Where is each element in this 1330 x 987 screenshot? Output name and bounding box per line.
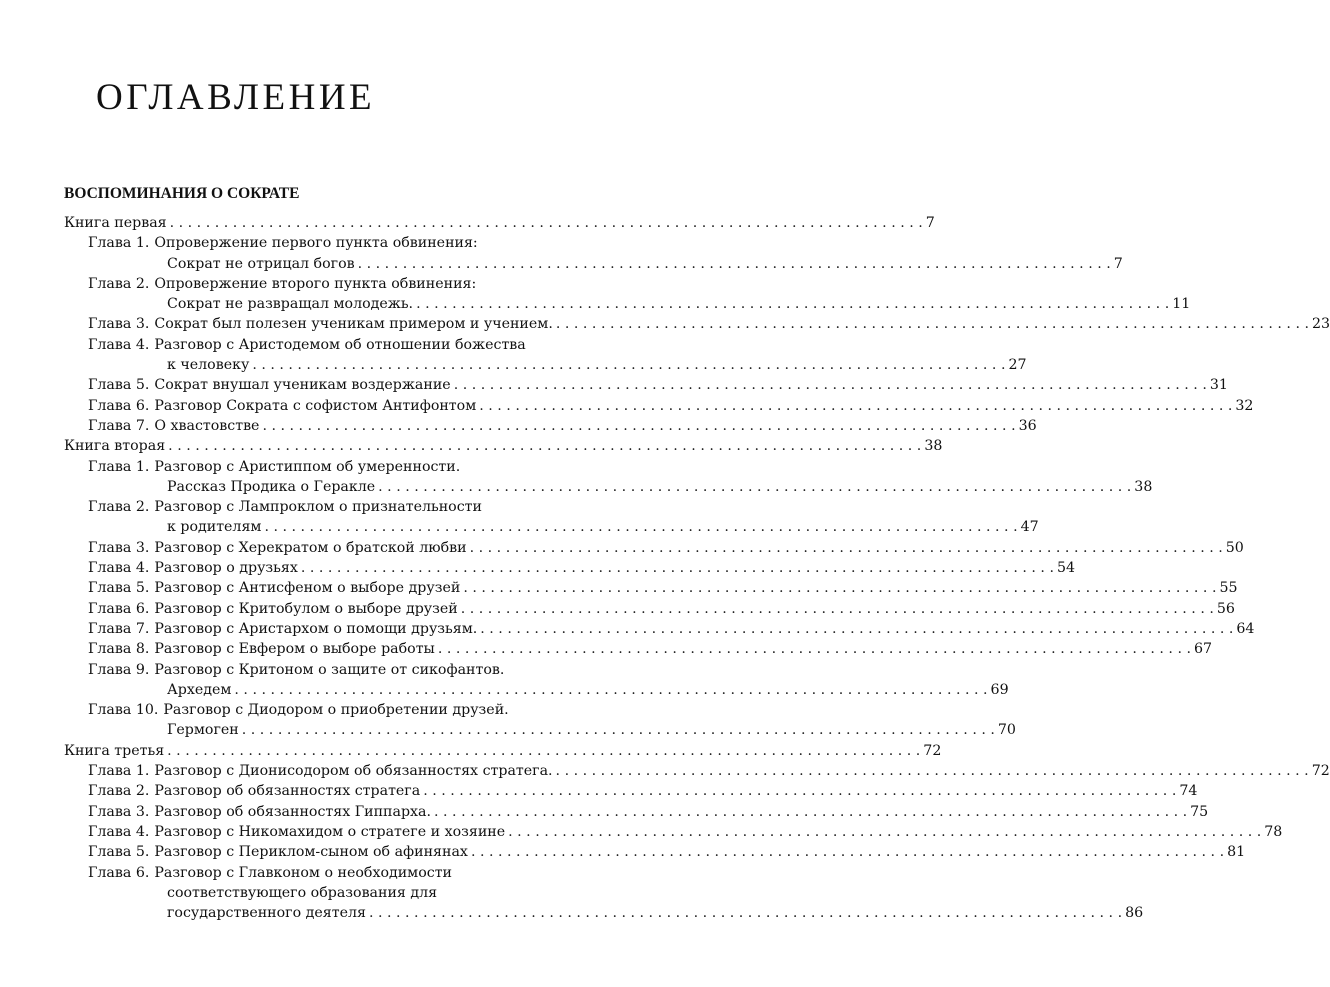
dot-leader xyxy=(471,842,1224,862)
page-number: 50 xyxy=(1225,539,1244,556)
toc-line xyxy=(88,639,1213,659)
chapter-label: Глава 6. xyxy=(88,864,150,881)
page-number: 72 xyxy=(923,742,942,759)
dot-leader xyxy=(252,355,1005,375)
chapter-title-line: к родителям xyxy=(167,519,262,536)
page-number: 69 xyxy=(990,681,1009,698)
chapter-title-line: Сократ не отрицал богов xyxy=(167,255,355,272)
toc-chapter-entry xyxy=(64,700,1016,741)
dot-leader xyxy=(480,619,1233,639)
toc-chapter-entry xyxy=(64,335,1027,376)
toc-line xyxy=(88,294,1191,314)
toc-chapter-entry xyxy=(64,639,1213,659)
page-number: 67 xyxy=(1193,641,1213,658)
toc-line xyxy=(64,741,942,761)
dot-leader xyxy=(170,213,923,233)
toc-line xyxy=(88,802,1209,822)
toc-chapter-entry xyxy=(64,802,1209,822)
toc-line xyxy=(88,538,1244,558)
page-number: 64 xyxy=(1236,620,1255,637)
dot-leader xyxy=(369,903,1122,923)
toc-line xyxy=(64,213,935,233)
dot-leader xyxy=(168,436,921,456)
chapter-title-line: Разговор с Периклом-сыном об афинянах xyxy=(154,844,468,861)
chapter-title-line: Разговор об обязанностях Гиппарха. xyxy=(154,803,432,820)
dot-leader xyxy=(438,639,1191,659)
toc-line xyxy=(88,660,580,680)
dot-leader xyxy=(479,396,1232,416)
toc-chapter-entry xyxy=(64,660,1009,701)
dot-leader xyxy=(167,741,920,761)
page-number: 70 xyxy=(997,722,1016,739)
chapter-title-line: Сократ не развращал молодежь. xyxy=(167,296,414,313)
toc-line xyxy=(88,497,580,517)
toc-line xyxy=(88,822,1283,842)
toc-chapter-entry xyxy=(64,457,1153,498)
toc-chapter-entry xyxy=(64,558,1076,578)
chapter-label: Глава 1. xyxy=(88,458,150,475)
page-number: 23 xyxy=(1311,316,1330,333)
chapter-title-line: Опровержение первого пункта обвинения: xyxy=(154,235,478,252)
page-number: 11 xyxy=(1172,296,1191,313)
chapter-label: Глава 4. xyxy=(88,336,150,353)
page-number: 31 xyxy=(1209,377,1228,394)
toc-chapter-entry xyxy=(64,781,1198,801)
toc-line xyxy=(88,700,580,720)
toc-chapter-entry xyxy=(64,761,1330,781)
toc-line xyxy=(88,314,1330,334)
toc-line xyxy=(88,517,1039,537)
chapter-title-line: Разговор с Аристархом о помощи друзьям. xyxy=(154,620,478,637)
toc-line xyxy=(88,863,580,883)
chapter-label: Глава 3. xyxy=(88,539,150,556)
dot-leader xyxy=(556,761,1309,781)
chapter-label: Глава 1. xyxy=(88,763,150,780)
toc-line xyxy=(88,396,1254,416)
toc-line xyxy=(88,720,1016,740)
dot-leader xyxy=(416,294,1169,314)
chapter-title-line: Разговор с Аристиппом об умеренности. xyxy=(154,458,461,475)
page-number: 55 xyxy=(1219,580,1238,597)
book-title: Книга третья xyxy=(64,742,165,759)
chapter-label: Глава 5. xyxy=(88,580,150,597)
toc-chapter-entry xyxy=(64,497,1039,538)
toc-line xyxy=(88,578,1238,598)
chapter-title-line: Опровержение второго пункта обвинения: xyxy=(154,275,477,292)
dot-leader xyxy=(242,720,995,740)
chapter-title-line: соответствующего образования для xyxy=(167,884,438,901)
dot-leader xyxy=(262,416,1015,436)
toc-line xyxy=(88,599,1235,619)
chapter-label: Глава 10. xyxy=(88,702,159,719)
chapter-label: Глава 7. xyxy=(88,620,150,637)
chapter-title-line: Разговор Сократа с софистом Антифонтом xyxy=(154,397,477,414)
chapter-title-line: Гермоген xyxy=(167,722,239,739)
book-title: Книга вторая xyxy=(64,438,166,455)
chapter-label: Глава 2. xyxy=(88,499,150,516)
chapter-label: Глава 8. xyxy=(88,641,150,658)
chapter-title-line: Сократ внушал ученикам воздержание xyxy=(154,377,451,394)
page-number: 86 xyxy=(1125,905,1144,922)
toc-chapter-entry xyxy=(64,274,1191,315)
toc-chapter-entry xyxy=(64,375,1228,395)
dot-leader xyxy=(234,680,987,700)
page-number: 38 xyxy=(1134,478,1153,495)
toc-line xyxy=(88,558,1076,578)
chapter-title-line: Разговор с Херекратом о братской любви xyxy=(154,539,467,556)
toc-line xyxy=(88,416,1037,436)
book-title: Книга первая xyxy=(64,215,167,231)
page-number: 74 xyxy=(1179,783,1198,800)
toc-line xyxy=(88,355,1027,375)
chapter-title-line: Разговор с Антисфеном о выборе друзей xyxy=(154,580,461,597)
toc-line xyxy=(88,233,580,253)
toc-chapter-entry xyxy=(64,396,1254,416)
dot-leader xyxy=(463,578,1216,598)
chapter-title-line: Рассказ Продика о Геракле xyxy=(167,478,376,495)
toc-line xyxy=(64,436,943,456)
page-number: 7 xyxy=(925,215,935,231)
page-number: 27 xyxy=(1008,357,1027,374)
chapter-title-line: О хвастовстве xyxy=(154,417,260,434)
dot-leader xyxy=(264,517,1017,537)
chapter-title-line: Разговор с Никомахидом о стратеге и хозяине xyxy=(154,823,506,840)
toc-line xyxy=(88,477,1153,497)
toc-line xyxy=(88,254,1123,274)
chapter-label: Глава 4. xyxy=(88,560,150,577)
dot-leader xyxy=(434,802,1187,822)
toc-line xyxy=(88,842,1246,862)
dot-leader xyxy=(470,538,1223,558)
toc-line xyxy=(88,375,1228,395)
chapter-title-line: Разговор о друзьях xyxy=(154,560,298,577)
table-of-contents xyxy=(64,213,1330,923)
chapter-label: Глава 2. xyxy=(88,275,150,292)
toc-line xyxy=(88,457,580,477)
page-title: ОГЛАВЛЕНИЕ xyxy=(96,77,376,118)
chapter-title-line: государственного деятеля xyxy=(167,905,366,922)
page-number: 54 xyxy=(1056,560,1076,577)
dot-leader xyxy=(358,254,1111,274)
chapter-title-line: Сократ был полезен ученикам примером и учением. xyxy=(154,316,553,333)
toc-chapter-entry xyxy=(64,822,1283,842)
toc-line xyxy=(88,903,1144,923)
dot-leader xyxy=(508,822,1261,842)
dot-leader xyxy=(423,781,1176,801)
chapter-label: Глава 3. xyxy=(88,316,150,333)
page-number: 38 xyxy=(924,438,943,455)
chapter-label: Глава 5. xyxy=(88,377,150,394)
chapter-label: Глава 4. xyxy=(88,823,150,840)
toc-line xyxy=(88,883,580,903)
toc-book-entry xyxy=(64,436,943,456)
chapter-title-line: к человеку xyxy=(167,357,250,374)
toc-chapter-entry xyxy=(64,599,1235,619)
chapter-label: Глава 3. xyxy=(88,803,150,820)
chapter-title-line: Разговор с Критоном о защите от сикофантов. xyxy=(154,661,505,678)
page-number: 36 xyxy=(1018,417,1037,434)
chapter-label: Глава 9. xyxy=(88,661,150,678)
toc-chapter-entry xyxy=(64,578,1238,598)
toc-chapter-entry xyxy=(64,233,1123,274)
chapter-label: Глава 6. xyxy=(88,397,150,414)
toc-chapter-entry xyxy=(64,619,1255,639)
chapter-label: Глава 6. xyxy=(88,600,150,617)
chapter-label: Глава 5. xyxy=(88,844,150,861)
page-number: 56 xyxy=(1216,600,1235,617)
page-number: 81 xyxy=(1227,844,1246,861)
dot-leader xyxy=(454,375,1207,395)
chapter-title-line: Разговор с Дионисодором об обязанностях стратега. xyxy=(154,763,553,780)
toc-book-entry xyxy=(64,741,942,761)
toc-book-entry xyxy=(64,213,935,233)
chapter-title-line: Разговор с Евфером о выборе работы xyxy=(154,641,435,658)
page-number: 75 xyxy=(1190,803,1209,820)
chapter-title-line: Разговор с Лампроклом о признательности xyxy=(154,499,482,516)
chapter-label: Глава 7. xyxy=(88,417,150,434)
chapter-title-line: Разговор об обязанностях стратега xyxy=(154,783,421,800)
dot-leader xyxy=(461,599,1214,619)
dot-leader xyxy=(378,477,1131,497)
page-number: 7 xyxy=(1113,255,1123,272)
dot-leader xyxy=(556,314,1309,334)
page-number: 47 xyxy=(1020,519,1039,536)
toc-line xyxy=(88,274,580,294)
chapter-title-line: Разговор с Диодором о приобретении друзей. xyxy=(163,702,509,719)
chapter-title-line: Разговор с Аристодемом об отношении божества xyxy=(154,336,526,353)
chapter-title-line: Разговор с Критобулом о выборе друзей xyxy=(154,600,458,617)
chapter-title-line: Разговор с Главконом о необходимости xyxy=(154,864,453,881)
toc-chapter-entry xyxy=(64,538,1244,558)
page-number: 78 xyxy=(1264,823,1283,840)
toc-chapter-entry xyxy=(64,314,1330,334)
toc-line xyxy=(88,680,1009,700)
toc-chapter-entry xyxy=(64,842,1246,862)
toc-chapter-entry xyxy=(64,863,1144,924)
dot-leader xyxy=(301,558,1054,578)
chapter-label: Глава 1. xyxy=(88,235,150,252)
toc-line xyxy=(88,761,1330,781)
page-number: 32 xyxy=(1235,397,1254,414)
toc-line xyxy=(88,335,580,355)
chapter-label: Глава 2. xyxy=(88,783,150,800)
chapter-title-line: Архедем xyxy=(167,681,232,698)
page-number: 72 xyxy=(1311,763,1330,780)
section-heading: ВОСПОМИНАНИЯ О СОКРАТЕ xyxy=(64,185,300,202)
toc-chapter-entry xyxy=(64,416,1037,436)
toc-line xyxy=(88,619,1255,639)
toc-line xyxy=(88,781,1198,801)
